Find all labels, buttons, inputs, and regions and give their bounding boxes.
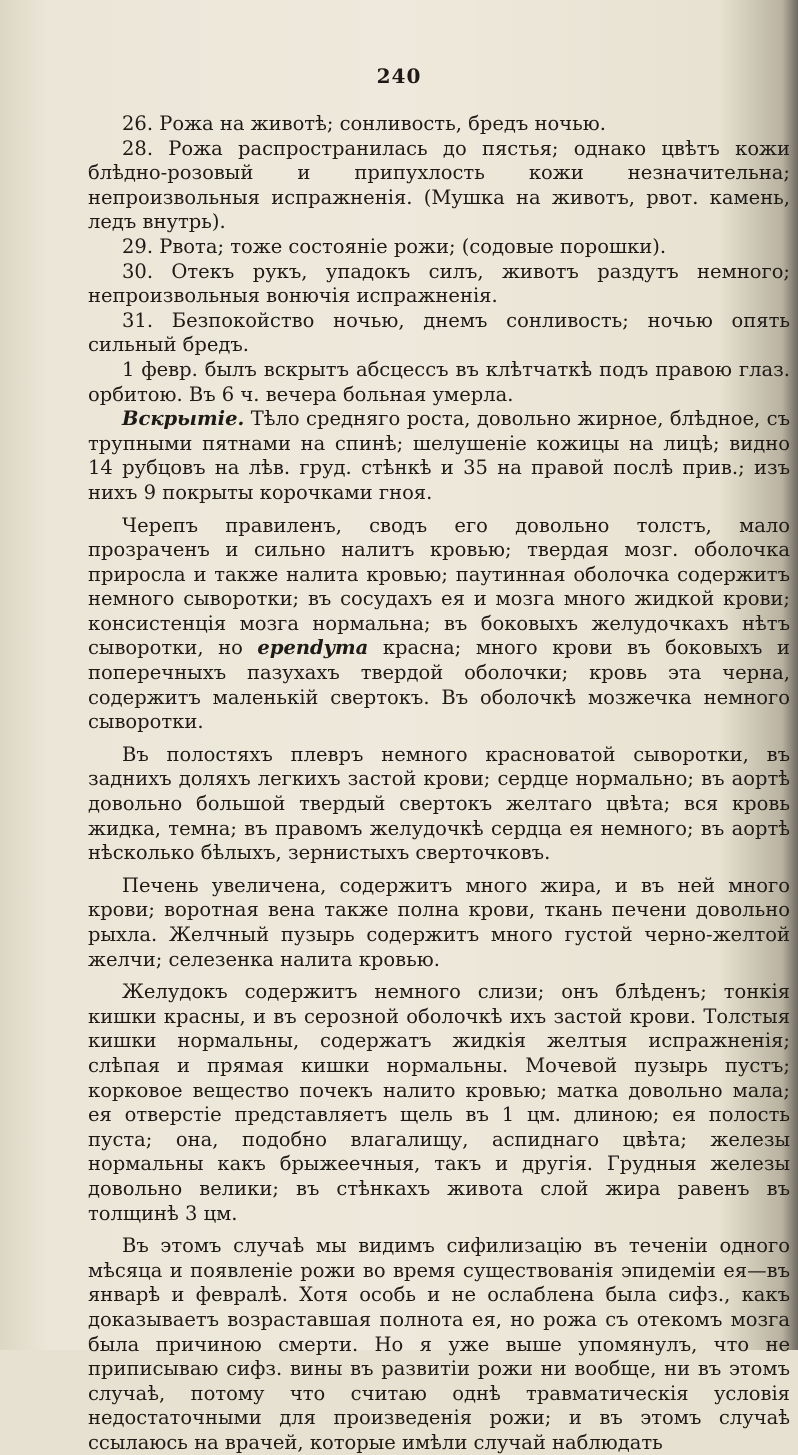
entry-29: 29. Рвота; тоже состояніе рожи; (содовые порошки).: [122, 234, 667, 258]
skull-text-a: Черепъ правиленъ, сводъ его довольно толстъ, мало прозраченъ и сильно налитъ кровью; твердая мозг. оболочка приросла и также налита кровью; паутинная оболочка содержитъ немного сыворотки; въ сосудахъ ея и мозга много жидкой крови; консистенція мозга нормальна; въ боковыхъ желудочкахъ нѣтъ сыворотки, но: [88, 513, 790, 660]
body-text: [88, 112, 790, 1455]
thorax-paragraph: Въ полостяхъ плевръ немного красноватой сыворотки, въ заднихъ доляхъ легкихъ застой крови; сердце нормально; въ аортѣ довольно большой твердый свертокъ желтаго цвѣта; вся кровь жидка, темна; въ правомъ желудочкѣ сердца ея немного; въ аортѣ нѣсколько бѣлыхъ, зернистыхъ сверточковъ.: [88, 742, 790, 865]
autopsy-heading: Вскрытіе.: [122, 407, 245, 431]
ependyma-term: ependyma: [257, 636, 369, 660]
conclusion-paragraph: Въ этомъ случаѣ мы видимъ сифилизацію въ теченіи одного мѣсяца и появленіе рожи во время существованія эпидеміи ея—въ январѣ и февралѣ. Хотя особь и не ослаблена была сифз., какъ доказываетъ возраставшая полнота ея, но рожа съ отекомъ мозга была причиною смерти. Но я уже выше упомянулъ, что не приписываю сифз. вины въ развитіи рожи ни вообще, ни въ этомъ случаѣ, потому что считаю однѣ травматическія условія недостаточными для произведенія рожи; и въ этомъ случаѣ ссылаюсь на врачей, которые имѣли случай наблюдать: [88, 1234, 790, 1454]
autopsy-text: Тѣло средняго роста, довольно жирное, блѣдное, съ трупными пятнами на спинѣ; шелушеніе кожицы на лицѣ; видно 14 рубцовъ на лѣв. груд. стѣнкѣ и 35 на правой послѣ прив.; изъ нихъ 9 покрыты корочками гноя.: [88, 407, 791, 504]
entry-26: 26. Рожа на животѣ; сонливость, бредъ ночью.: [122, 112, 606, 135]
page-number: 240: [376, 64, 422, 88]
liver-paragraph: Печень увеличена, содержитъ много жира, и въ ней много крови; воротная вена также полна крови, ткань печени довольно рыхла. Желчный пузырь содержитъ много густой черно-желтой желчи; селезенка налита кровью.: [88, 873, 790, 971]
entry-28: 28. Рожа распространилась до пястья; однако цвѣтъ кожи блѣдно-розовый и припухлость кожи незначительна; непроизвольныя испражненія. (Мушка на животъ, рвот. камень, ледъ внутрь).: [88, 136, 790, 234]
entry-31: 31. Безпокойство ночью, днемъ сонливость; ночью опять сильный бредъ.: [88, 308, 790, 357]
autopsy-paragraph: [88, 407, 790, 505]
skull-text-b: красна; много крови въ боковыхъ и поперечныхъ пазухахъ твердой оболочки; кровь эта черна, содержитъ маленькій свертокъ. Въ оболочкѣ мозжечка немного сыворотки.: [88, 636, 790, 734]
abdomen-paragraph: Желудокъ содержитъ немного слизи; онъ блѣденъ; тонкія кишки красны, и въ серозной оболочкѣ ихъ застой крови. Толстыя кишки нормальны, содержатъ жидкія желтыя испражненія; слѣпая и прямая кишки нормальны. Мочевой пузырь пустъ; корковое вещество почекъ налито кровью; матка довольно мала; ея отверстіе представляетъ щель въ 1 цм. длиною; ея полость пуста; она, подобно влагалищу, аспиднаго цвѣта; железы нормальны какъ брыжеечныя, такъ и другія. Грудныя железы довольно велики; въ стѣнкахъ живота слой жира равенъ въ толщинѣ 3 цм.: [88, 980, 790, 1225]
entry-feb-1: 1 февр. былъ вскрытъ абсцессъ въ клѣтчаткѣ подъ правою глаз. орбитою. Въ 6 ч. вечера больная умерла.: [88, 357, 790, 406]
entry-30: 30. Отекъ рукъ, упадокъ силъ, животъ раздутъ немного; непроизвольныя вонючія испражненія.: [88, 259, 790, 308]
skull-paragraph: [88, 514, 790, 735]
